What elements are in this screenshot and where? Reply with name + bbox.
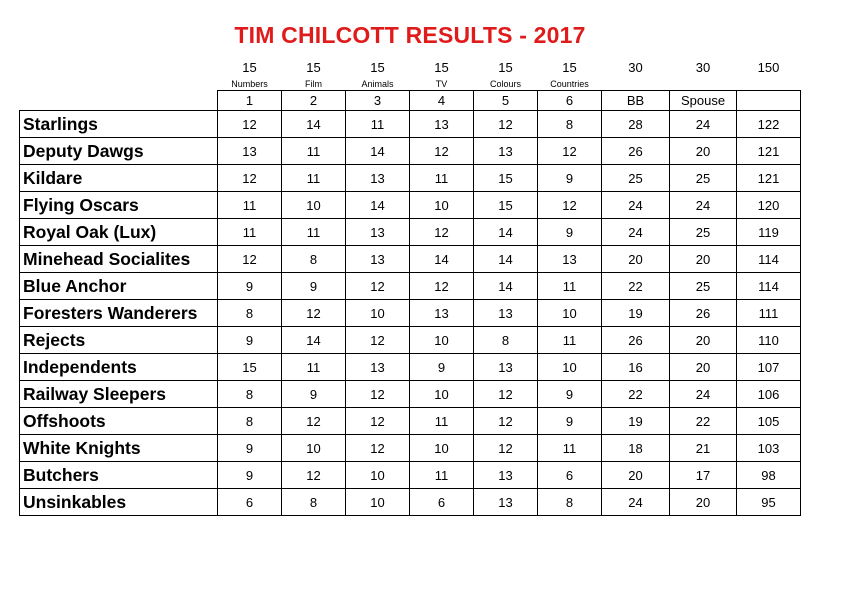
score-cell: 11 bbox=[218, 192, 282, 219]
score-cell: 10 bbox=[346, 300, 410, 327]
round-label: 2 bbox=[282, 91, 346, 111]
score-cell: 12 bbox=[474, 408, 538, 435]
score-cell: 12 bbox=[346, 381, 410, 408]
score-cell: 11 bbox=[538, 273, 602, 300]
score-cell: 12 bbox=[218, 111, 282, 138]
score-cell: 9 bbox=[218, 327, 282, 354]
team-name: Deputy Dawgs bbox=[20, 138, 218, 165]
score-cell: 8 bbox=[538, 111, 602, 138]
table-row bbox=[20, 111, 801, 138]
score-cell: 26 bbox=[670, 300, 737, 327]
score-cell: 12 bbox=[474, 435, 538, 462]
score-cell: 14 bbox=[346, 138, 410, 165]
total-score-cell: 106 bbox=[737, 381, 801, 408]
score-cell: 28 bbox=[602, 111, 670, 138]
score-cell: 14 bbox=[346, 192, 410, 219]
score-cell: 14 bbox=[282, 327, 346, 354]
score-cell: 10 bbox=[538, 354, 602, 381]
score-cell: 13 bbox=[218, 138, 282, 165]
score-cell: 21 bbox=[670, 435, 737, 462]
score-cell: 8 bbox=[282, 489, 346, 516]
score-cell: 12 bbox=[410, 138, 474, 165]
total-score-cell: 107 bbox=[737, 354, 801, 381]
team-name: Butchers bbox=[20, 462, 218, 489]
header-spacer bbox=[20, 77, 218, 91]
score-cell: 20 bbox=[602, 462, 670, 489]
category-label: Numbers bbox=[231, 78, 268, 89]
round-label: 1 bbox=[218, 91, 282, 111]
score-cell: 6 bbox=[218, 489, 282, 516]
team-name: Starlings bbox=[20, 111, 218, 138]
score-cell: 22 bbox=[602, 273, 670, 300]
total-score-cell: 114 bbox=[737, 246, 801, 273]
team-name: Flying Oscars bbox=[20, 192, 218, 219]
score-cell: 25 bbox=[602, 165, 670, 192]
score-cell: 12 bbox=[346, 435, 410, 462]
score-cell: 13 bbox=[474, 354, 538, 381]
round-label: 4 bbox=[410, 91, 474, 111]
score-cell: 8 bbox=[218, 300, 282, 327]
score-cell: 14 bbox=[410, 246, 474, 273]
table-row bbox=[20, 354, 801, 381]
round-label: 6 bbox=[538, 91, 602, 111]
page-title: TIM CHILCOTT RESULTS - 2017 bbox=[234, 22, 586, 48]
round-label: 3 bbox=[346, 91, 410, 111]
score-cell: 12 bbox=[218, 165, 282, 192]
score-cell: 13 bbox=[474, 300, 538, 327]
score-cell: 8 bbox=[282, 246, 346, 273]
max-score-cell: 15 bbox=[434, 60, 449, 75]
score-cell: 22 bbox=[670, 408, 737, 435]
score-cell: 13 bbox=[474, 138, 538, 165]
score-cell: 14 bbox=[282, 111, 346, 138]
score-cell: 12 bbox=[538, 192, 602, 219]
max-score-cell: 15 bbox=[498, 60, 513, 75]
total-score-cell: 105 bbox=[737, 408, 801, 435]
score-cell: 13 bbox=[474, 489, 538, 516]
score-cell: 9 bbox=[538, 165, 602, 192]
score-cell: 14 bbox=[474, 246, 538, 273]
score-cell: 12 bbox=[282, 300, 346, 327]
score-cell: 11 bbox=[282, 354, 346, 381]
total-score-cell: 114 bbox=[737, 273, 801, 300]
score-cell: 11 bbox=[410, 408, 474, 435]
table-row bbox=[20, 408, 801, 435]
score-cell: 11 bbox=[346, 111, 410, 138]
score-cell: 13 bbox=[346, 165, 410, 192]
score-cell: 10 bbox=[410, 327, 474, 354]
results-table-body bbox=[20, 58, 801, 516]
score-cell: 12 bbox=[218, 246, 282, 273]
category-label bbox=[670, 77, 737, 91]
table-row bbox=[20, 327, 801, 354]
team-name: Blue Anchor bbox=[20, 273, 218, 300]
total-score-cell: 103 bbox=[737, 435, 801, 462]
score-cell: 13 bbox=[410, 111, 474, 138]
max-score-cell: 15 bbox=[562, 60, 577, 75]
max-score-cell: 150 bbox=[757, 60, 780, 75]
score-cell: 14 bbox=[474, 273, 538, 300]
round-label: 5 bbox=[474, 91, 538, 111]
score-cell: 11 bbox=[538, 435, 602, 462]
score-cell: 10 bbox=[410, 435, 474, 462]
round-label: Spouse bbox=[670, 91, 737, 111]
category-label bbox=[737, 77, 801, 91]
score-cell: 19 bbox=[602, 300, 670, 327]
total-score-cell: 120 bbox=[737, 192, 801, 219]
score-cell: 20 bbox=[670, 327, 737, 354]
team-name: Rejects bbox=[20, 327, 218, 354]
category-label: Animals bbox=[361, 78, 394, 89]
score-cell: 9 bbox=[538, 219, 602, 246]
team-name: Minehead Socialites bbox=[20, 246, 218, 273]
score-cell: 13 bbox=[346, 246, 410, 273]
total-score-cell: 111 bbox=[737, 300, 801, 327]
score-cell: 9 bbox=[218, 435, 282, 462]
table-row bbox=[20, 246, 801, 273]
score-cell: 25 bbox=[670, 165, 737, 192]
score-cell: 6 bbox=[538, 462, 602, 489]
team-name: Offshoots bbox=[20, 408, 218, 435]
total-score-cell: 98 bbox=[737, 462, 801, 489]
score-cell: 12 bbox=[410, 219, 474, 246]
score-cell: 9 bbox=[538, 408, 602, 435]
table-row bbox=[20, 138, 801, 165]
score-cell: 22 bbox=[602, 381, 670, 408]
score-cell: 10 bbox=[538, 300, 602, 327]
score-cell: 9 bbox=[282, 273, 346, 300]
score-cell: 8 bbox=[538, 489, 602, 516]
table-row bbox=[20, 165, 801, 192]
score-cell: 20 bbox=[670, 354, 737, 381]
score-cell: 26 bbox=[602, 138, 670, 165]
score-cell: 10 bbox=[410, 192, 474, 219]
max-score-row bbox=[20, 58, 801, 77]
table-row bbox=[20, 273, 801, 300]
team-name: Kildare bbox=[20, 165, 218, 192]
team-name: Railway Sleepers bbox=[20, 381, 218, 408]
score-cell: 15 bbox=[474, 165, 538, 192]
score-cell: 11 bbox=[538, 327, 602, 354]
score-cell: 20 bbox=[670, 138, 737, 165]
score-cell: 20 bbox=[670, 489, 737, 516]
max-score-cell: 15 bbox=[306, 60, 321, 75]
table-row bbox=[20, 192, 801, 219]
score-cell: 24 bbox=[602, 489, 670, 516]
round-label bbox=[737, 91, 801, 111]
score-cell: 11 bbox=[218, 219, 282, 246]
total-score-cell: 110 bbox=[737, 327, 801, 354]
header-spacer bbox=[20, 58, 218, 77]
score-cell: 20 bbox=[670, 246, 737, 273]
score-cell: 20 bbox=[602, 246, 670, 273]
score-cell: 13 bbox=[538, 246, 602, 273]
score-cell: 19 bbox=[602, 408, 670, 435]
score-cell: 15 bbox=[218, 354, 282, 381]
score-cell: 9 bbox=[538, 381, 602, 408]
score-cell: 6 bbox=[410, 489, 474, 516]
team-name: Independents bbox=[20, 354, 218, 381]
score-cell: 10 bbox=[346, 462, 410, 489]
category-label: Film bbox=[305, 78, 322, 89]
score-cell: 9 bbox=[218, 462, 282, 489]
score-cell: 24 bbox=[670, 381, 737, 408]
score-cell: 13 bbox=[410, 300, 474, 327]
score-cell: 12 bbox=[346, 273, 410, 300]
category-label: TV bbox=[435, 78, 448, 89]
score-cell: 24 bbox=[602, 219, 670, 246]
score-cell: 25 bbox=[670, 273, 737, 300]
results-table bbox=[19, 58, 801, 516]
total-score-cell: 95 bbox=[737, 489, 801, 516]
total-score-cell: 119 bbox=[737, 219, 801, 246]
score-cell: 12 bbox=[410, 273, 474, 300]
category-row bbox=[20, 77, 801, 91]
score-cell: 12 bbox=[282, 408, 346, 435]
category-label: Colours bbox=[489, 78, 521, 89]
score-cell: 9 bbox=[410, 354, 474, 381]
score-cell: 13 bbox=[474, 462, 538, 489]
score-cell: 8 bbox=[218, 381, 282, 408]
max-score-cell: 30 bbox=[628, 60, 643, 75]
score-cell: 15 bbox=[474, 192, 538, 219]
score-cell: 12 bbox=[538, 138, 602, 165]
table-row bbox=[20, 300, 801, 327]
score-cell: 17 bbox=[670, 462, 737, 489]
table-row bbox=[20, 462, 801, 489]
score-cell: 11 bbox=[410, 462, 474, 489]
total-score-cell: 121 bbox=[737, 138, 801, 165]
max-score-cell: 30 bbox=[695, 60, 711, 75]
total-score-cell: 121 bbox=[737, 165, 801, 192]
table-row bbox=[20, 381, 801, 408]
score-cell: 12 bbox=[346, 327, 410, 354]
score-cell: 12 bbox=[282, 462, 346, 489]
score-cell: 11 bbox=[282, 138, 346, 165]
team-name: Foresters Wanderers bbox=[20, 300, 218, 327]
score-cell: 13 bbox=[346, 219, 410, 246]
table-row bbox=[20, 489, 801, 516]
team-name: White Knights bbox=[20, 435, 218, 462]
table-row bbox=[20, 219, 801, 246]
max-score-cell: 15 bbox=[370, 60, 385, 75]
score-cell: 10 bbox=[282, 192, 346, 219]
score-cell: 24 bbox=[602, 192, 670, 219]
round-number-row bbox=[20, 91, 801, 111]
category-label bbox=[602, 77, 670, 91]
score-cell: 8 bbox=[474, 327, 538, 354]
header-spacer bbox=[20, 91, 218, 111]
score-cell: 10 bbox=[410, 381, 474, 408]
score-cell: 11 bbox=[282, 219, 346, 246]
score-cell: 9 bbox=[218, 273, 282, 300]
score-cell: 24 bbox=[670, 111, 737, 138]
score-cell: 9 bbox=[282, 381, 346, 408]
score-cell: 13 bbox=[346, 354, 410, 381]
score-cell: 26 bbox=[602, 327, 670, 354]
round-label: BB bbox=[602, 91, 670, 111]
total-score-cell: 122 bbox=[737, 111, 801, 138]
score-cell: 10 bbox=[346, 489, 410, 516]
score-cell: 12 bbox=[346, 408, 410, 435]
score-cell: 16 bbox=[602, 354, 670, 381]
max-score-cell: 15 bbox=[242, 60, 257, 75]
score-cell: 12 bbox=[474, 111, 538, 138]
score-cell: 8 bbox=[218, 408, 282, 435]
score-cell: 11 bbox=[410, 165, 474, 192]
score-cell: 24 bbox=[670, 192, 737, 219]
score-cell: 11 bbox=[282, 165, 346, 192]
score-cell: 10 bbox=[282, 435, 346, 462]
score-cell: 14 bbox=[474, 219, 538, 246]
score-cell: 18 bbox=[602, 435, 670, 462]
table-row bbox=[20, 435, 801, 462]
score-cell: 12 bbox=[474, 381, 538, 408]
score-cell: 25 bbox=[670, 219, 737, 246]
team-name: Unsinkables bbox=[20, 489, 218, 516]
category-label: Countries bbox=[550, 78, 589, 89]
team-name: Royal Oak (Lux) bbox=[20, 219, 218, 246]
